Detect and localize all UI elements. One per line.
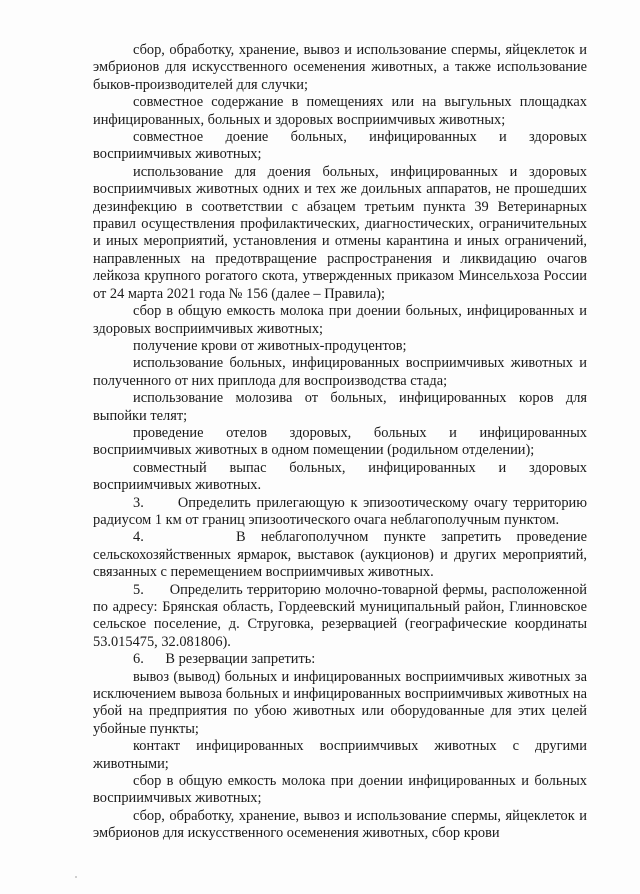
paragraph-4: использование для доения больных, инфицированных и здоровых восприимчивых животных одних и тех же доильных аппаратов, не прошедших дезинфекцию в соответствии с абзацем третьим пункта 39 Ветеринарных правил осуществления профилактических, диагностических, ограничительных и иных мероприятий, установления и отмены карантина и иных ограничений, направленных на предотвращение распространения и ликвидацию очагов лейкоза крупного рогатого скота, утвержденных приказом Минсельхоза России от 24 марта 2021 года № 156 (далее – Правила); [93,163,587,302]
paragraph-3: совместное доение больных, инфицированных и здоровых восприимчивых животных; [93,129,587,163]
numbered-item-5: 5. Определить территорию молочно-товарной фермы, расположенной по адресу: Брянская область, Гордеевский муниципальный район, Глинновское сельское поселение, д. Струговка, резервацией (географические координаты 53.015475, 32.081806). [93,581,591,650]
paragraph-16: контакт инфицированных восприимчивых животных с другими животными; [93,738,587,772]
paragraph-18: сбор, обработку, хранение, вывоз и использование спермы, яйцеклеток и эмбрионов для искусственного осеменения животных, сбор крови [93,807,587,842]
numbered-item-3: 3. Определить прилегающую к эпизоотическому очагу территорию радиусом 1 км от границ эпизоотического очага неблагополучным пунктом. [93,494,591,528]
paragraph-5: сбор в общую емкость молока при доении больных, инфицированных и здоровых восприимчивых животных; [93,303,587,337]
paragraph-8: использование молозива от больных, инфицированных коров для выпойки телят; [93,390,587,424]
paragraph-6: получение крови от животных-продуцентов; [133,337,407,354]
document-body [93,42,591,843]
numbered-item-4: 4. В неблагополучном пункте запретить проведение сельскохозяйственных ярмарок, выставок (аукционов) и других мероприятий, связанных с перемещением восприимчивых животных. [93,529,591,581]
paragraph-9: проведение отелов здоровых, больных и инфицированных восприимчивых животных в одном помещении (родильном отделении); [93,424,587,459]
paragraph-1: сбор, обработку, хранение, вывоз и использование спермы, яйцеклеток и эмбрионов для искусственного осеменения животных, а также использование быков-производителей для случки; [93,42,587,93]
paragraph-2: совместное содержание в помещениях или на выгульных площадках инфицированных, больных и здоровых восприимчивых животных; [93,94,587,128]
paragraph-10: совместный выпас больных, инфицированных и здоровых восприимчивых животных. [93,459,587,494]
paragraph-17: сбор в общую емкость молока при доении инфицированных и больных восприимчивых животных; [93,773,587,807]
paragraph-7: использование больных, инфицированных восприимчивых животных и полученного от них приплода для воспроизводства стада; [93,355,587,389]
numbered-item-6: 6. В резервации запретить: [133,651,316,668]
scan-artifact-dot [75,876,77,878]
paragraph-15: вывоз (вывод) больных и инфицированных восприимчивых животных за исключением вывоза больных и инфицированных восприимчивых животных на убой на предприятия по убою животных или оборудованные для этих целей убойные пункты; [93,668,587,737]
